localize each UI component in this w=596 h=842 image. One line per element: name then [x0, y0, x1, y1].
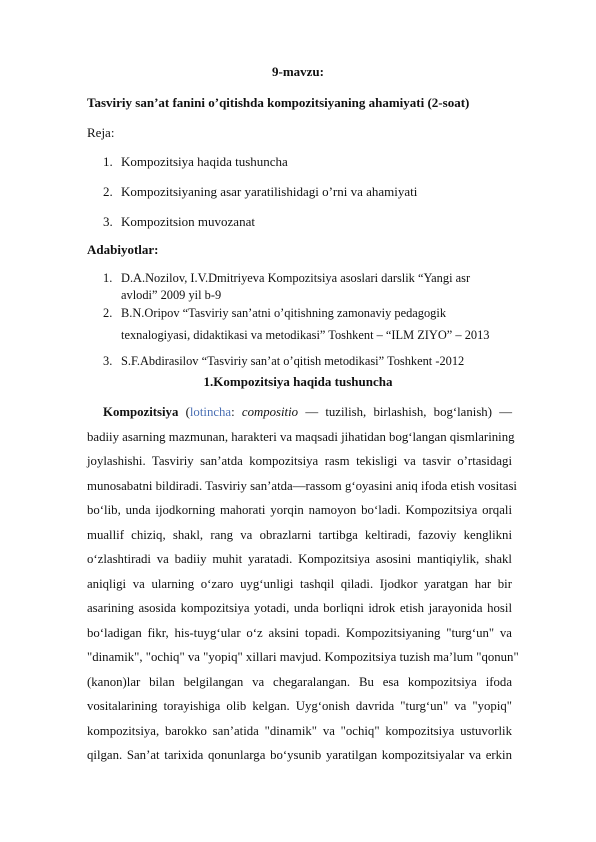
reference-line: D.A.Nozilov, I.V.Dmitriyeva Kompozitsiya asoslari darslik “Yangi asr: [121, 271, 471, 285]
paragraph-line: (kanon)lar bilan belgilangan va chegaralangan. Bu esa kompozitsiya ifoda: [87, 674, 512, 689]
paragraph-line: vositalarining torayishiga olib kelgan. Uyg‘onish davrida "turg‘un" va "yopiq": [87, 699, 512, 713]
paragraph-line: joylashishi. Tasviriy san’atda kompozitsiya rasm tekisligi va tasvir o’rtasidagi: [87, 454, 512, 468]
topic-subtitle: Tasviriy san’at fanini o’qitishda kompozitsiyaning ahamiyati (2-soat): [87, 95, 470, 110]
reference-number: 1.: [103, 271, 113, 285]
paragraph-line: qilgan. San’at tarixida qonunlarga bo‘ysunib yaratilgan kompozitsiyalar va erkin: [87, 748, 512, 762]
body-paragraph: [87, 400, 519, 768]
paragraph-line: asarining asosida kompozitsiya yotadi, unda borliqni idrok etish jarayonida hosil: [87, 601, 512, 615]
plan-item-number: 2.: [103, 184, 113, 199]
plan-item-text: Kompozitsiyaning asar yaratilishidagi o’rni va ahamiyati: [121, 184, 418, 199]
reference-number: 3.: [103, 354, 113, 368]
paragraph-line: aniqligi va ularning o‘zaro uyg‘unligi tashqil qiladi. Ijodkor yaratgan har bir: [87, 576, 512, 591]
reference-item: [103, 353, 464, 370]
reference-line: avlodi” 2009 yil b-9: [121, 288, 222, 302]
reference-line: S.F.Abdirasilov “Tasviriy san’at o’qitish metodikasi” Toshkent -2012: [121, 354, 465, 368]
paragraph-first-line: [87, 400, 512, 425]
reference-line: B.N.Oripov “Tasviriy san’atni o’qitishning zamonaviy pedagogik: [121, 306, 447, 320]
plan-item-number: 1.: [103, 154, 113, 169]
reference-number: 2.: [103, 306, 113, 320]
paragraph-line: "dinamik", "ochiq" va "yopiq" xillari mavjud. Kompozitsiya tuzish ma’lum "qonun": [87, 650, 519, 664]
plan-item: [103, 214, 255, 230]
paragraph-line: kompozitsiya, barokko san’atida "dinamik" va "ochiq" kompozitsiya ustuvorlik: [87, 723, 512, 738]
latin-word: compositio: [241, 405, 299, 419]
reference-item: [103, 270, 471, 302]
plan-item-text: Kompozitsion muvozanat: [121, 214, 255, 229]
plan-item: [103, 184, 417, 200]
definition-start: — tuzilish, birlashish, bog‘lanish) —: [298, 405, 512, 419]
paren: (: [178, 405, 190, 419]
paragraph-line: o‘zlashtiradi va badiiy muhit yaratadi. Kompozitsiya asosini mantiqiylik, shakl: [87, 552, 512, 566]
plan-item: [103, 154, 288, 170]
page-title: 9-mavzu:: [272, 64, 324, 79]
paragraph-line: muallif chiziq, shakl, rang va obrazlarni tartibga keltiradi, fazoviy kenglikni: [87, 527, 512, 542]
plan-item-text: Kompozitsiya haqida tushuncha: [121, 154, 288, 169]
term: Kompozitsiya: [103, 405, 179, 419]
plan-label: Reja:: [87, 125, 115, 140]
colon: :: [231, 405, 242, 419]
paragraph-line: bo‘ladigan fikr, his-tuyg‘ular o‘z aksini topadi. Kompozitsiyaning "turg‘un" va: [87, 625, 512, 640]
reference-continuation: texnalogiyasi, didaktikasi va metodikasi” Toshkent – “ILM ZIYO” – 2013: [121, 328, 490, 342]
paragraph-line: munosabatni bildiradi. Tasviriy san’atda—rassom g‘oyasini aniq ifoda etish vositasi: [87, 478, 517, 493]
references-label: Adabiyotlar:: [87, 242, 159, 257]
paragraph-line: bo‘lib, unda ijodkorning mahorati yorqin namoyon bo‘ladi. Kompozitsiya orqali: [87, 503, 512, 517]
lotincha-link[interactable]: lotincha: [189, 405, 232, 419]
reference-item: [103, 305, 446, 322]
paragraph-line: badiiy asarning mazmunan, harakteri va maqsadi jihatidan bog‘langan qismlarining: [87, 429, 515, 444]
plan-item-number: 3.: [103, 214, 113, 229]
section-heading: 1.Kompozitsiya haqida tushuncha: [203, 374, 393, 389]
